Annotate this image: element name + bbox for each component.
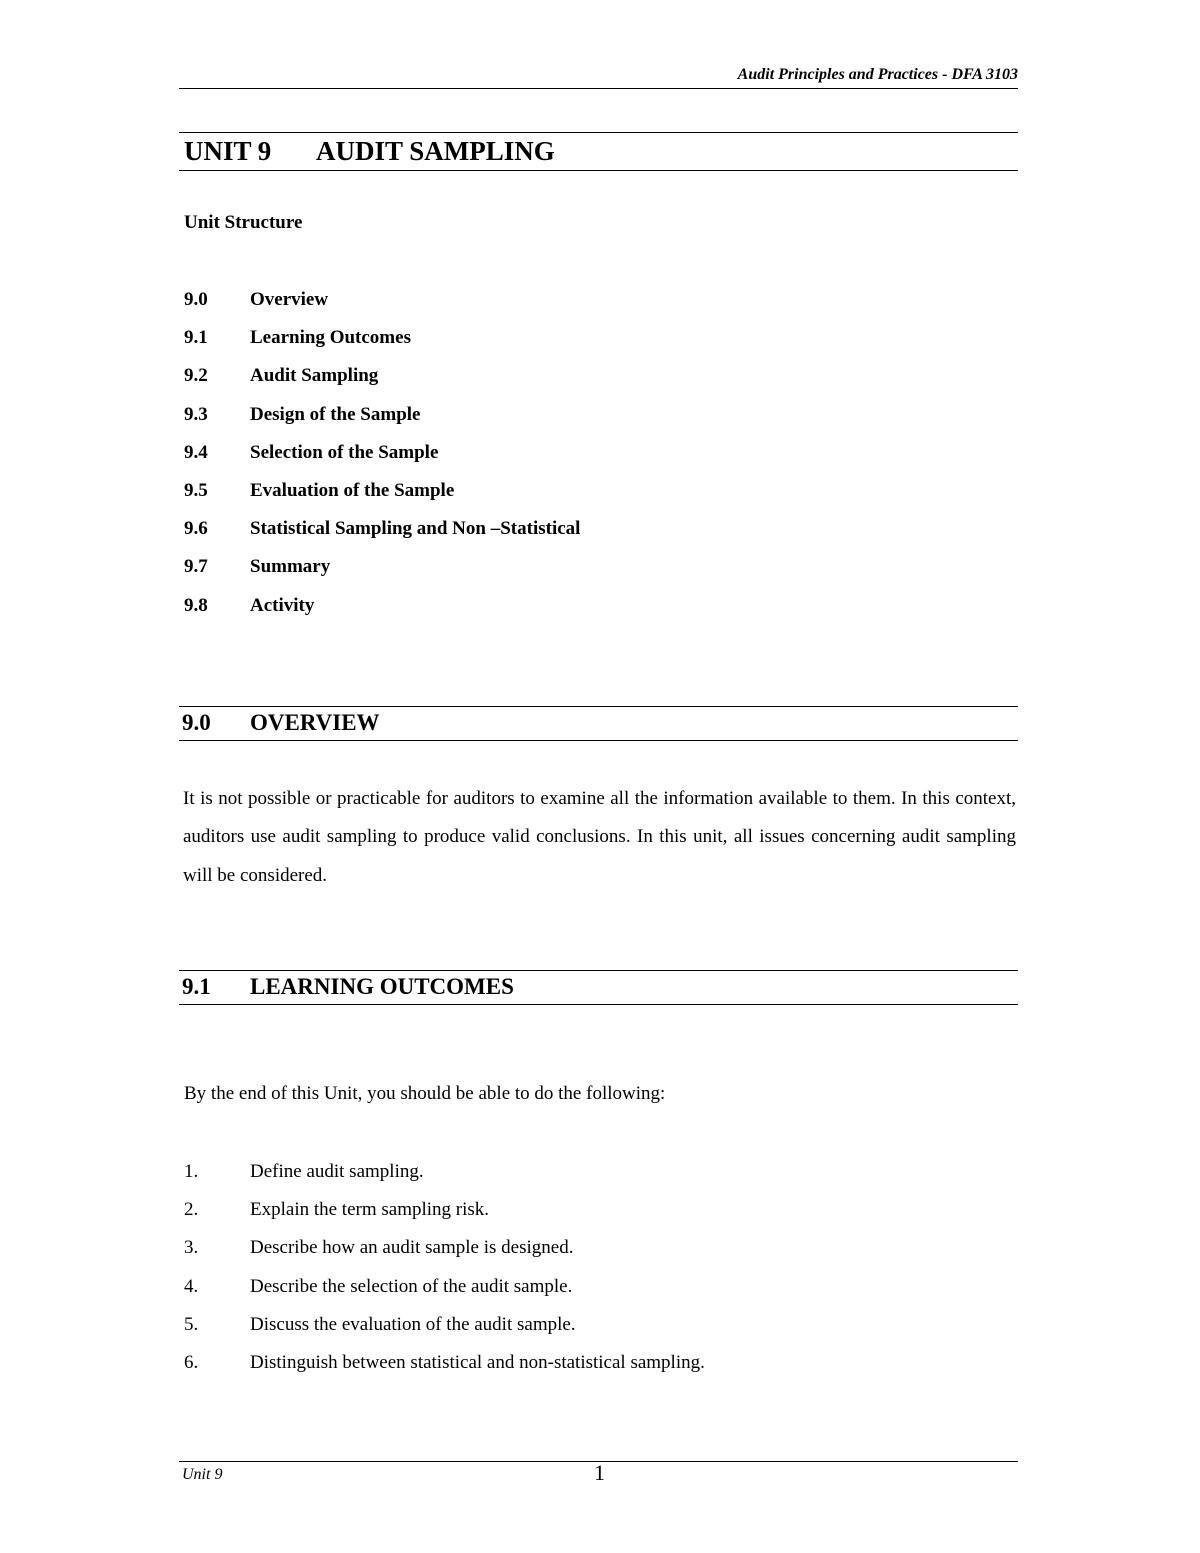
toc-item-title: Evaluation of the Sample — [250, 479, 455, 501]
outcome-text: Distinguish between statistical and non-statistical sampling. — [250, 1351, 705, 1373]
overview-heading-title: OVERVIEW — [250, 710, 380, 735]
unit-number: UNIT 9 — [184, 136, 272, 166]
overview-heading — [182, 710, 380, 736]
outcome-item — [184, 1196, 705, 1234]
outcome-number: 2. — [184, 1199, 199, 1221]
outcome-number: 4. — [184, 1275, 199, 1297]
outcome-number: 1. — [184, 1161, 199, 1182]
running-header: Audit Principles and Practices - DFA 3103 — [737, 66, 1018, 83]
outcome-text: Describe how an audit sample is designed. — [250, 1237, 574, 1259]
toc-item-title: Overview — [250, 289, 329, 310]
header-rule — [179, 88, 1018, 89]
unit-structure-label: Unit Structure — [184, 212, 303, 233]
toc-item-number: 9.8 — [184, 594, 208, 616]
toc-item-number: 9.0 — [184, 289, 208, 310]
outcome-item — [184, 1273, 705, 1311]
toc-item-number: 9.4 — [184, 441, 208, 463]
overview-bottom-rule — [179, 740, 1018, 741]
unit-title-bottom-rule — [179, 170, 1018, 171]
unit-title-top-rule — [179, 132, 1018, 133]
toc-item — [184, 553, 580, 591]
outcome-item — [184, 1311, 705, 1349]
toc-item — [184, 592, 580, 630]
toc-item-number: 9.6 — [184, 518, 208, 540]
outcome-text: Describe the selection of the audit sample. — [250, 1275, 573, 1297]
unit-name: AUDIT SAMPLING — [316, 136, 555, 166]
learning-outcomes-intro: By the end of this Unit, you should be able to do the following: — [184, 1083, 666, 1104]
toc-item-title: Design of the Sample — [250, 403, 421, 425]
learning-outcomes-heading-title: LEARNING OUTCOMES — [250, 974, 514, 999]
learning-outcomes-bottom-rule — [179, 1004, 1018, 1005]
outcome-item — [184, 1349, 705, 1387]
unit-title — [184, 136, 555, 167]
toc-item-title: Statistical Sampling and Non –Statistical — [250, 518, 581, 540]
outcome-item — [184, 1158, 705, 1196]
overview-paragraph: It is not possible or practicable for auditors to examine all the information available to them. In this context, auditors use audit sampling to produce valid conclusions. In this unit, all issues concerning audit sampling will be considered. — [183, 788, 1016, 886]
outcome-number: 3. — [184, 1237, 199, 1259]
outcome-item — [184, 1234, 705, 1272]
outcome-text: Explain the term sampling risk. — [250, 1199, 490, 1221]
overview-heading-number: 9.0 — [182, 710, 211, 735]
learning-outcomes-heading-number: 9.1 — [182, 974, 211, 999]
toc-item — [184, 401, 580, 439]
toc-item-number: 9.3 — [184, 403, 208, 425]
footer-unit-label: Unit 9 — [182, 1466, 223, 1483]
learning-outcomes-heading — [182, 974, 514, 1000]
toc-item — [184, 324, 580, 362]
overview-top-rule — [179, 706, 1018, 707]
toc-item-title: Selection of the Sample — [250, 441, 439, 463]
unit-structure-list — [184, 286, 580, 630]
toc-item-number: 9.1 — [184, 327, 208, 349]
learning-outcomes-top-rule — [179, 970, 1018, 971]
toc-item-title: Learning Outcomes — [250, 327, 411, 349]
outcome-text: Define audit sampling. — [250, 1161, 424, 1182]
toc-item — [184, 477, 580, 515]
toc-item-number: 9.2 — [184, 365, 208, 387]
page-number: 1 — [594, 1460, 605, 1485]
outcome-number: 6. — [184, 1351, 199, 1373]
toc-item — [184, 515, 580, 553]
learning-outcomes-list — [184, 1158, 705, 1387]
toc-item — [184, 286, 580, 324]
toc-item-title: Audit Sampling — [250, 365, 379, 387]
outcome-text: Discuss the evaluation of the audit sample. — [250, 1313, 576, 1335]
toc-item — [184, 362, 580, 400]
toc-item-number: 9.7 — [184, 556, 208, 578]
outcome-number: 5. — [184, 1313, 199, 1335]
toc-item-title: Summary — [250, 556, 331, 578]
toc-item-title: Activity — [250, 594, 315, 616]
toc-item-number: 9.5 — [184, 479, 208, 501]
toc-item — [184, 439, 580, 477]
